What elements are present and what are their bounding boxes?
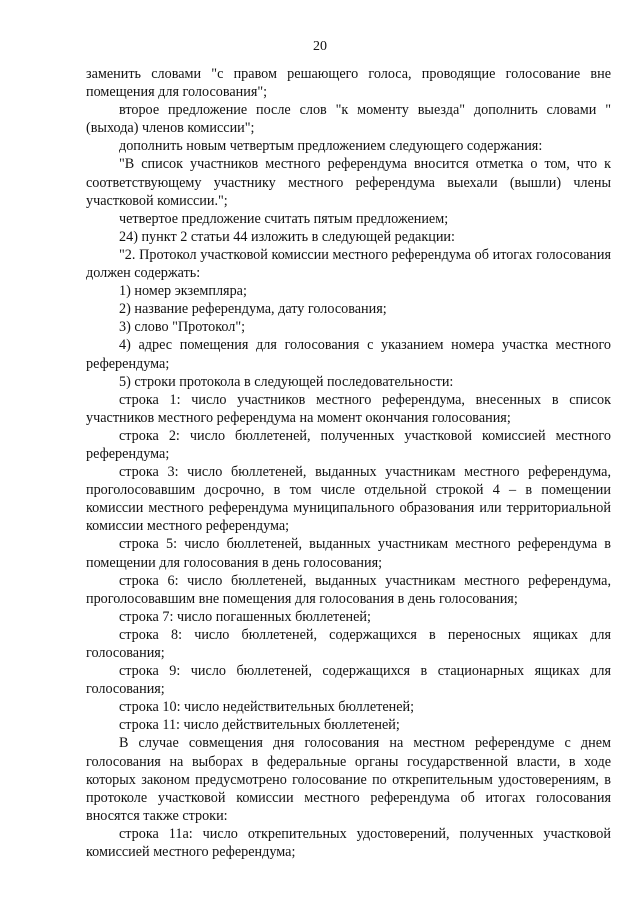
protocol-line-3: строка 3: число бюллетеней, выданных участникам местного референдума, проголосовавшим досрочно, в том числе отдельной строкой 4 – в помещении комиссии местного референдума муниципального образования или территориальной комиссии местного референдума;	[86, 464, 611, 535]
paragraph-1: заменить словами "с правом решающего голоса, проводящие голосование вне помещения для голосования";	[86, 66, 611, 101]
protocol-line-8: строка 8: число бюллетеней, содержащихся в переносных ящиках для голосования;	[86, 626, 611, 661]
protocol-line-2: строка 2: число бюллетеней, полученных участковой комиссией местного референдума;	[86, 427, 611, 462]
protocol-line-9: строка 9: число бюллетеней, содержащихся в стационарных ящиках для голосования;	[86, 663, 611, 698]
protocol-line-5: строка 5: число бюллетеней, выданных участникам местного референдума в помещении для голосования в день голосования;	[86, 536, 611, 571]
protocol-line-11a: строка 11а: число открепительных удостоверений, полученных участковой комиссией местного референдума;	[86, 825, 611, 861]
list-item-2: 2) название референдума, дату голосования;	[119, 301, 387, 318]
list-item-5: 5) строки протокола в следующей последовательности:	[119, 373, 454, 390]
protocol-line-10: строка 10: число недействительных бюллетеней;	[119, 699, 415, 716]
paragraph-4: "В список участников местного референдума вносится отметка о том, что к соответствующему участнику местного референдума выехали (вышли) члены участковой комиссии.";	[86, 156, 611, 209]
paragraph-6: 24) пункт 2 статьи 44 изложить в следующей редакции:	[119, 228, 455, 245]
paragraph-combined-voting: В случае совмещения дня голосования на местном референдуме с днем голосования на выборах в федеральные органы государственной власти, в ходе которых законом предусмотрено голосование по открепительным удостоверениям, в протоколе участковой комиссии местного референдума об итогах голосования вносятся также строки:	[86, 735, 611, 824]
protocol-line-11: строка 11: число действительных бюллетеней;	[119, 717, 400, 734]
paragraph-3: дополнить новым четвертым предложением следующего содержания:	[119, 138, 543, 155]
protocol-line-7: строка 7: число погашенных бюллетеней;	[119, 608, 371, 625]
paragraph-7: "2. Протокол участковой комиссии местного референдума об итогах голосования должен содержать:	[86, 246, 611, 282]
paragraph-5: четвертое предложение считать пятым предложением;	[119, 210, 449, 227]
protocol-line-1: строка 1: число участников местного референдума, внесенных в список участников местного референдума на момент окончания голосования;	[86, 391, 611, 426]
paragraph-2: второе предложение после слов "к моменту выезда" дополнить словами "(выхода) членов комиссии";	[86, 102, 611, 137]
document-body	[86, 65, 611, 861]
list-item-4: 4) адрес помещения для голосования с указанием номера участка местного референдума;	[86, 337, 611, 372]
list-item-3: 3) слово "Протокол";	[119, 319, 246, 336]
list-item-1: 1) номер экземпляра;	[119, 283, 247, 300]
page-number: 20	[313, 39, 327, 54]
protocol-line-6: строка 6: число бюллетеней, выданных участникам местного референдума, проголосовавшим вне помещения для голосования в день голосования;	[86, 572, 611, 607]
